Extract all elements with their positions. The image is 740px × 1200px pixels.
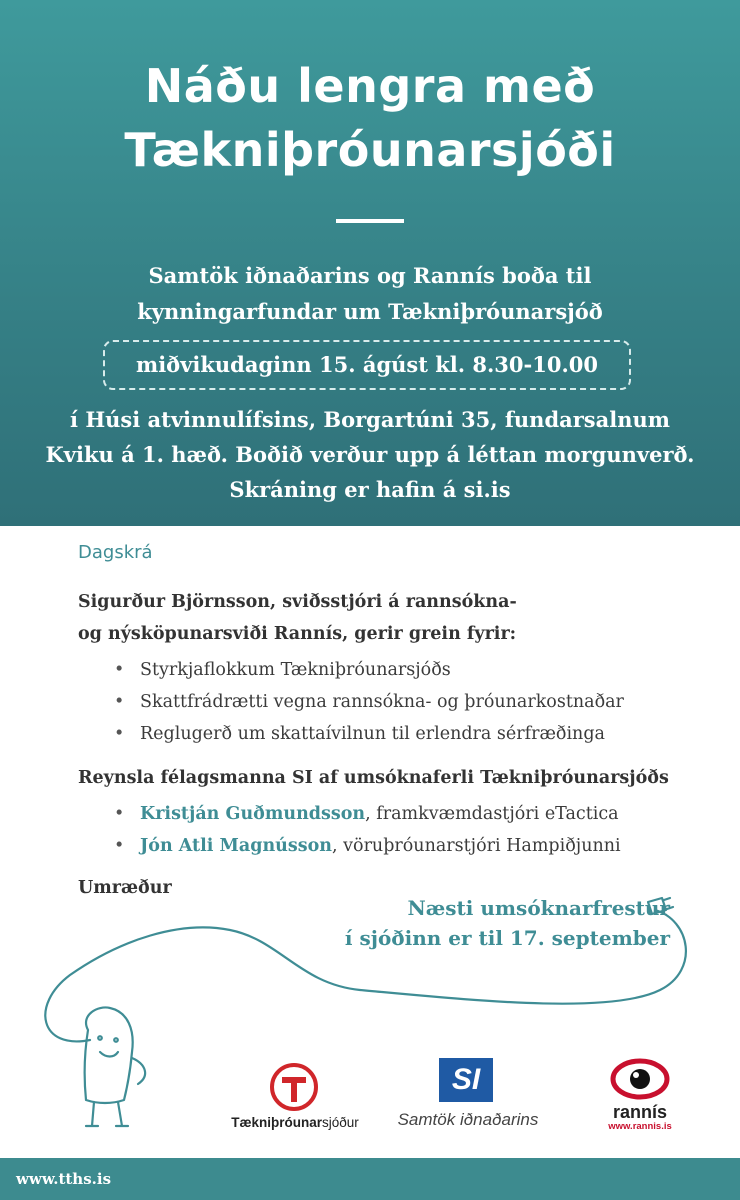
registration-line: Skráning er hafin á si.is: [229, 477, 511, 502]
member-list: [78, 798, 718, 862]
footer-bar: [0, 1158, 740, 1200]
page-title: [0, 54, 740, 182]
event-date-box: miðvikudaginn 15. ágúst kl. 8.30-10.00: [103, 340, 631, 390]
title-line-2: Tækniþróunarsjóði: [124, 123, 616, 177]
footer-url[interactable]: www.tths.is: [16, 1170, 112, 1188]
tth-logo-suffix: sjóður: [321, 1115, 359, 1130]
list-item: • Reglugerð um skattaívilnun til erlendra sérfræðinga: [78, 718, 718, 750]
member-name: Jón Atli Magnússon: [140, 836, 333, 856]
tth-t-logo-icon: [269, 1062, 319, 1112]
member-role: , vöruþróunarstjóri Hampiðjunni: [332, 836, 621, 856]
location-line-2: Kviku á 1. hæð. Boðið verður upp á léttan morgunverð.: [45, 442, 695, 467]
title-divider: [336, 219, 404, 223]
si-mark: SI: [439, 1058, 493, 1102]
topic-list: [78, 654, 718, 750]
title-line-1: Náðu lengra með: [144, 59, 596, 113]
list-item: [78, 798, 718, 830]
list-item: • Styrkjaflokkum Tækniþróunarsjóðs: [78, 654, 718, 686]
discussion-item: Umræður: [78, 878, 172, 898]
member-name: Kristján Guðmundsson: [140, 804, 366, 824]
application-deadline: [300, 893, 670, 953]
location-line-1: í Húsi atvinnulífsins, Borgartúni 35, fundarsalnum: [70, 407, 670, 432]
speaker-line-1: Sigurður Björnsson, sviðsstjóri á rannsókna-: [78, 592, 517, 612]
speaker-intro: [78, 586, 718, 650]
rannis-logo: [590, 1058, 690, 1138]
deadline-line-1: Næsti umsóknarfrestur: [407, 896, 670, 920]
header-banner: [0, 0, 740, 526]
tth-logo-prefix: Tækniþróunar: [231, 1115, 322, 1130]
tth-logo: [215, 1060, 375, 1135]
intro-text: [0, 258, 740, 330]
list-item: • Skattfrádrætti vegna rannsókna- og þróunarkostnaðar: [78, 686, 718, 718]
member-role: , framkvæmdastjóri eTactica: [365, 804, 619, 824]
event-location: [0, 402, 740, 507]
si-name: Samtök iðnaðarins: [397, 1110, 539, 1129]
intro-line-2: kynningarfundar um Tækniþróunarsjóð: [137, 299, 603, 324]
agenda-heading: Dagskrá: [78, 542, 153, 563]
rannis-name: rannís: [612, 1102, 668, 1122]
speaker-line-2: og nýsköpunarsviði Rannís, gerir grein fyrir:: [78, 624, 517, 644]
agenda: [78, 536, 718, 904]
rannis-url: www.rannis.is: [608, 1121, 672, 1132]
intro-line-1: Samtök iðnaðarins og Rannís boða til: [148, 263, 592, 288]
deadline-line-2: í sjóðinn er til 17. september: [344, 926, 670, 950]
si-logo: [393, 1052, 543, 1132]
list-item: [78, 830, 718, 862]
rannis-eye-icon: [610, 1058, 670, 1100]
member-experience-heading: Reynsla félagsmanna SI af umsóknaferli Tækniþróunarsjóðs: [78, 768, 669, 788]
